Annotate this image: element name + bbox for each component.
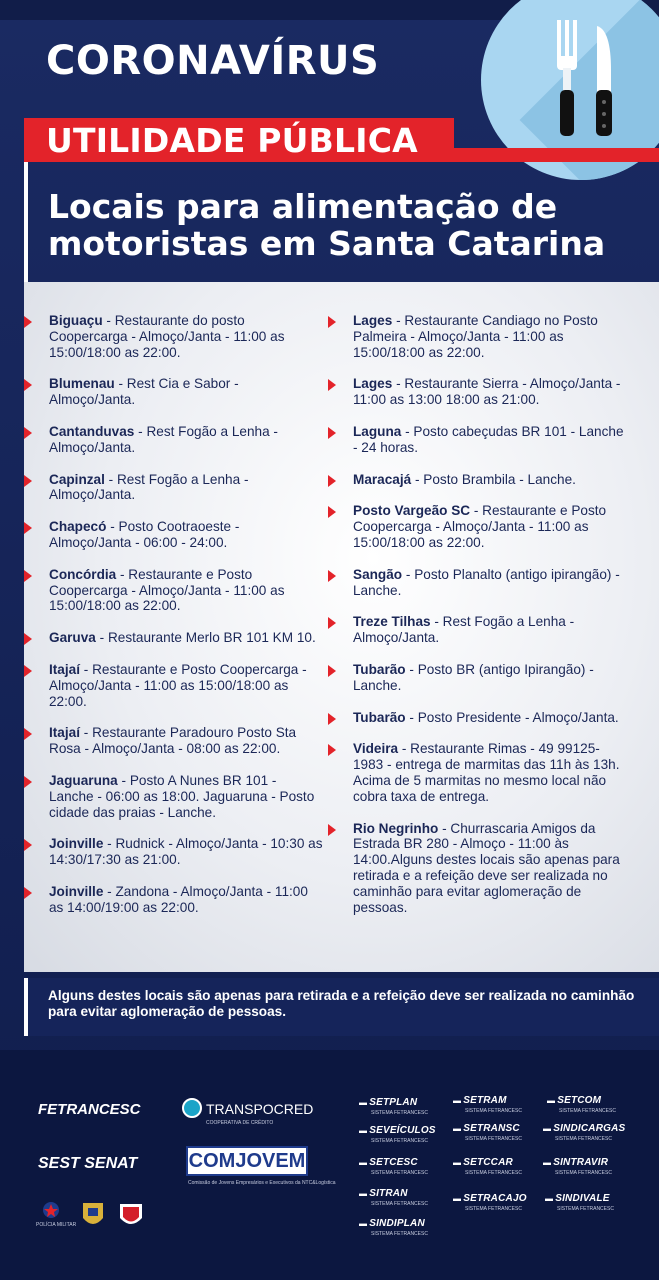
location-entry <box>328 376 628 408</box>
bullet-arrow-icon <box>328 427 336 439</box>
location-entry <box>24 519 324 551</box>
location-city: Posto Vargeão SC <box>353 503 471 519</box>
logo-syndicate: ▬ SETCOM <box>547 1095 601 1106</box>
accent-line <box>24 162 28 282</box>
bullet-arrow-icon <box>328 316 336 328</box>
location-details: - Restaurante Candiago no Posto Palmeira - Almoço/Janta - 11:00 as 15:00/18:00 as 22:00. <box>353 313 598 360</box>
location-city: Blumenau <box>49 376 115 392</box>
syndicate-subtitle: SISTEMA FETRANCESC <box>555 1170 612 1176</box>
bullet-arrow-icon <box>24 728 32 740</box>
location-city: Concórdia <box>49 566 117 582</box>
syndicate-subtitle: SISTEMA FETRANCESC <box>557 1206 614 1212</box>
syndicate-subtitle: SISTEMA FETRANCESC <box>559 1108 616 1114</box>
syndicate-subtitle: SISTEMA FETRANCESC <box>465 1108 522 1114</box>
logo-fetrancesc: FETRANCESC <box>38 1101 141 1118</box>
bullet-arrow-icon <box>328 665 336 677</box>
location-details: - Posto Cootraoeste - Almoço/Janta - 06:00 - 24:00. <box>49 519 240 550</box>
bullet-arrow-icon <box>24 427 32 439</box>
location-entry <box>328 662 628 694</box>
logo-syndicate: ▬ SEVEÍCULOS <box>359 1125 436 1136</box>
logo-syndicate: ▬ SINDIPLAN <box>359 1218 425 1229</box>
bullet-arrow-icon <box>328 713 336 725</box>
location-details: - Restaurante Merlo BR 101 KM 10. <box>95 630 316 646</box>
syndicate-subtitle: SISTEMA FETRANCESC <box>371 1138 428 1144</box>
location-details: - Churrascaria Amigos da Estrada BR 280 - Almoço - 11:00 às 14:00.Alguns destes locais são apenas para retirada e a refeição deve ser realizada no caminhão para evitar aglomeração de pessoas. <box>353 820 620 915</box>
syndicate-subtitle: SISTEMA FETRANCESC <box>371 1110 428 1116</box>
location-city: Sangão <box>353 566 403 582</box>
logo-syndicate: ▬ SINDIVALE <box>545 1193 610 1204</box>
location-entry <box>328 472 628 488</box>
bullet-arrow-icon <box>24 776 32 788</box>
syndicate-subtitle: SISTEMA FETRANCESC <box>465 1170 522 1176</box>
location-details: - Restaurante e Posto Coopercarga - Almoço/Janta - 11:00 as 15:00/18:00 as 22:00. <box>49 566 285 614</box>
location-city: Biguaçu <box>49 313 103 328</box>
bombeiros-badge-icon <box>118 1200 144 1230</box>
location-details: - Restaurante e Posto Coopercarga - Almoço/Janta - 11:00 as 15:00/18:00 as 22:00. <box>49 661 307 709</box>
bullet-arrow-icon <box>328 379 336 391</box>
bullet-arrow-icon <box>328 617 336 629</box>
bullet-arrow-icon <box>328 506 336 518</box>
location-details: - Restaurante Sierra - Almoço/Janta - 11:00 as 13:00 18:00 as 21:00. <box>353 376 621 408</box>
location-entry <box>24 662 324 709</box>
bullet-arrow-icon <box>24 887 32 899</box>
bullet-arrow-icon <box>328 824 336 836</box>
location-city: Lages <box>353 376 393 392</box>
location-entry <box>24 836 324 868</box>
page-title: CORONAVÍRUS <box>46 38 380 84</box>
logo-syndicate: ▬ SETRACAJO <box>453 1193 527 1204</box>
location-details: - Posto A Nunes BR 101 - Lanche - 06:00 as 18:00. Jaguaruna - Posto cidade das praias - Lanche. <box>49 772 315 820</box>
bullet-arrow-icon <box>24 633 32 645</box>
location-entry <box>24 472 324 504</box>
location-entry <box>328 567 628 599</box>
logo-syndicate: ▬ SETRAM <box>453 1095 507 1106</box>
bullet-arrow-icon <box>328 475 336 487</box>
locations-left-column <box>24 313 324 932</box>
location-entry <box>24 630 324 646</box>
location-details: - Posto cabeçudas BR 101 - Lanche - 24 horas. <box>353 423 624 455</box>
location-entry <box>24 773 324 820</box>
bullet-arrow-icon <box>24 316 32 328</box>
location-entry <box>24 884 324 916</box>
location-entry <box>328 821 628 916</box>
location-entry <box>328 503 628 550</box>
location-entry <box>328 313 628 360</box>
location-details: - Restaurante do posto Coopercarga - Almoço/Janta - 11:00 as 15:00/18:00 as 22:00. <box>49 313 285 360</box>
logo-syndicate: ▬ SETCESC <box>359 1157 418 1168</box>
location-details: - Rest Fogão a Lenha - Almoço/Janta. <box>49 423 278 455</box>
location-entry <box>24 313 324 360</box>
location-entry <box>24 567 324 614</box>
location-details: - Zandona - Almoço/Janta - 11:00 as 14:00/19:00 as 22:00. <box>49 883 308 915</box>
location-details: - Posto Planalto (antigo ipirangão) - Lanche. <box>353 566 620 598</box>
location-city: Tubarão <box>353 709 406 725</box>
bullet-arrow-icon <box>328 570 336 582</box>
location-entry <box>24 376 324 408</box>
logo-syndicate: ▬ SITRAN <box>359 1188 408 1199</box>
location-city: Tubarão <box>353 661 406 677</box>
tag-bar-extension <box>454 148 659 162</box>
location-entry <box>24 725 324 757</box>
bullet-arrow-icon <box>328 744 336 756</box>
location-details: - Posto Presidente - Almoço/Janta. <box>405 709 619 725</box>
location-details: - Rudnick - Almoço/Janta - 10:30 as 14:30/17:30 as 21:00. <box>49 836 323 868</box>
syndicate-subtitle: SISTEMA FETRANCESC <box>371 1231 428 1237</box>
logo-syndicate: ▬ SETRANSC <box>453 1123 520 1134</box>
bullet-arrow-icon <box>24 522 32 534</box>
location-city: Joinville <box>49 836 104 852</box>
location-entry <box>328 424 628 456</box>
logo-syndicate: ▬ SINTRAVIR <box>543 1157 608 1168</box>
location-city: Lages <box>353 313 393 328</box>
syndicate-subtitle: SISTEMA FETRANCESC <box>555 1136 612 1142</box>
logo-transpocred: TRANSPOCRED <box>206 1101 314 1117</box>
bullet-arrow-icon <box>24 379 32 391</box>
comjovem-subtitle: Comissão de Jovens Empresários e Executivos da NTC&Logística <box>188 1180 336 1186</box>
location-city: Itajaí <box>49 725 80 741</box>
location-entry <box>328 741 628 804</box>
location-details: - Restaurante Paradouro Posto Sta Rosa - Almoço/Janta - 08:00 as 22:00. <box>49 725 297 757</box>
logo-syndicate: ▬ SETCCAR <box>453 1157 513 1168</box>
location-city: Joinville <box>49 883 104 899</box>
logo-syndicate: ▬ SINDICARGAS <box>543 1123 625 1134</box>
syndicate-subtitle: SISTEMA FETRANCESC <box>465 1206 522 1212</box>
location-details: - Posto Brambila - Lanche. <box>411 471 576 487</box>
location-details: - Restaurante Rimas - 49 99125-1983 - entrega de marmitas das 11h às 13h. Acima de 5 marmitas no mesmo local não cobra taxa de entrega. <box>353 741 620 804</box>
locations-right-column <box>328 313 628 931</box>
location-city: Treze Tilhas <box>353 614 431 630</box>
bullet-arrow-icon <box>24 475 32 487</box>
location-city: Videira <box>353 741 399 757</box>
location-entry <box>24 424 324 456</box>
prf-badge-icon <box>80 1200 106 1230</box>
syndicate-subtitle: SISTEMA FETRANCESC <box>465 1136 522 1142</box>
location-details: - Restaurante e Posto Coopercarga - Almoço/Janta - 11:00 as 15:00/18:00 as 22:00. <box>353 503 607 550</box>
location-details: - Rest Fogão a Lenha - Almoço/Janta. <box>49 471 249 503</box>
location-city: Laguna <box>353 423 402 439</box>
location-details: - Rest Cia e Sabor - Almoço/Janta. <box>49 376 239 408</box>
page-subtitle: Locais para alimentação de motoristas em Santa Catarina <box>48 187 606 263</box>
policia-label: POLÍCIA MILITAR <box>36 1222 77 1228</box>
bullet-arrow-icon <box>24 839 32 851</box>
bullet-arrow-icon <box>24 570 32 582</box>
logo-syndicate: ▬ SETPLAN <box>359 1097 417 1108</box>
location-city: Itajaí <box>49 661 80 677</box>
location-city: Maracajá <box>353 471 412 487</box>
location-entry <box>328 710 628 726</box>
location-city: Garuva <box>49 630 96 646</box>
location-city: Jaguaruna <box>49 772 118 788</box>
location-city: Capinzal <box>49 471 105 487</box>
tag-label: UTILIDADE PÚBLICA <box>46 121 418 160</box>
syndicate-subtitle: SISTEMA FETRANCESC <box>371 1170 428 1176</box>
transpocred-subtitle: COOPERATIVA DE CRÉDITO <box>206 1120 274 1126</box>
note-accent <box>24 978 28 1036</box>
syndicate-subtitle: SISTEMA FETRANCESC <box>371 1201 428 1207</box>
location-city: Rio Negrinho <box>353 820 439 836</box>
location-city: Cantanduvas <box>49 423 135 439</box>
location-details: - Posto BR (antigo Ipirangão) - Lanche. <box>353 661 594 693</box>
transpocred-icon <box>182 1098 202 1118</box>
location-details: - Rest Fogão a Lenha - Almoço/Janta. <box>353 614 575 646</box>
logo-comjovem: COMJOVEM <box>186 1146 308 1176</box>
footer-note: Alguns destes locais são apenas para retirada e a refeição deve ser realizada no caminhão para evitar aglomeração de pessoas. <box>48 988 635 1019</box>
location-entry <box>328 614 628 646</box>
logo-sest-senat: SEST SENAT <box>38 1155 138 1172</box>
bullet-arrow-icon <box>24 665 32 677</box>
location-city: Chapecó <box>49 519 107 535</box>
